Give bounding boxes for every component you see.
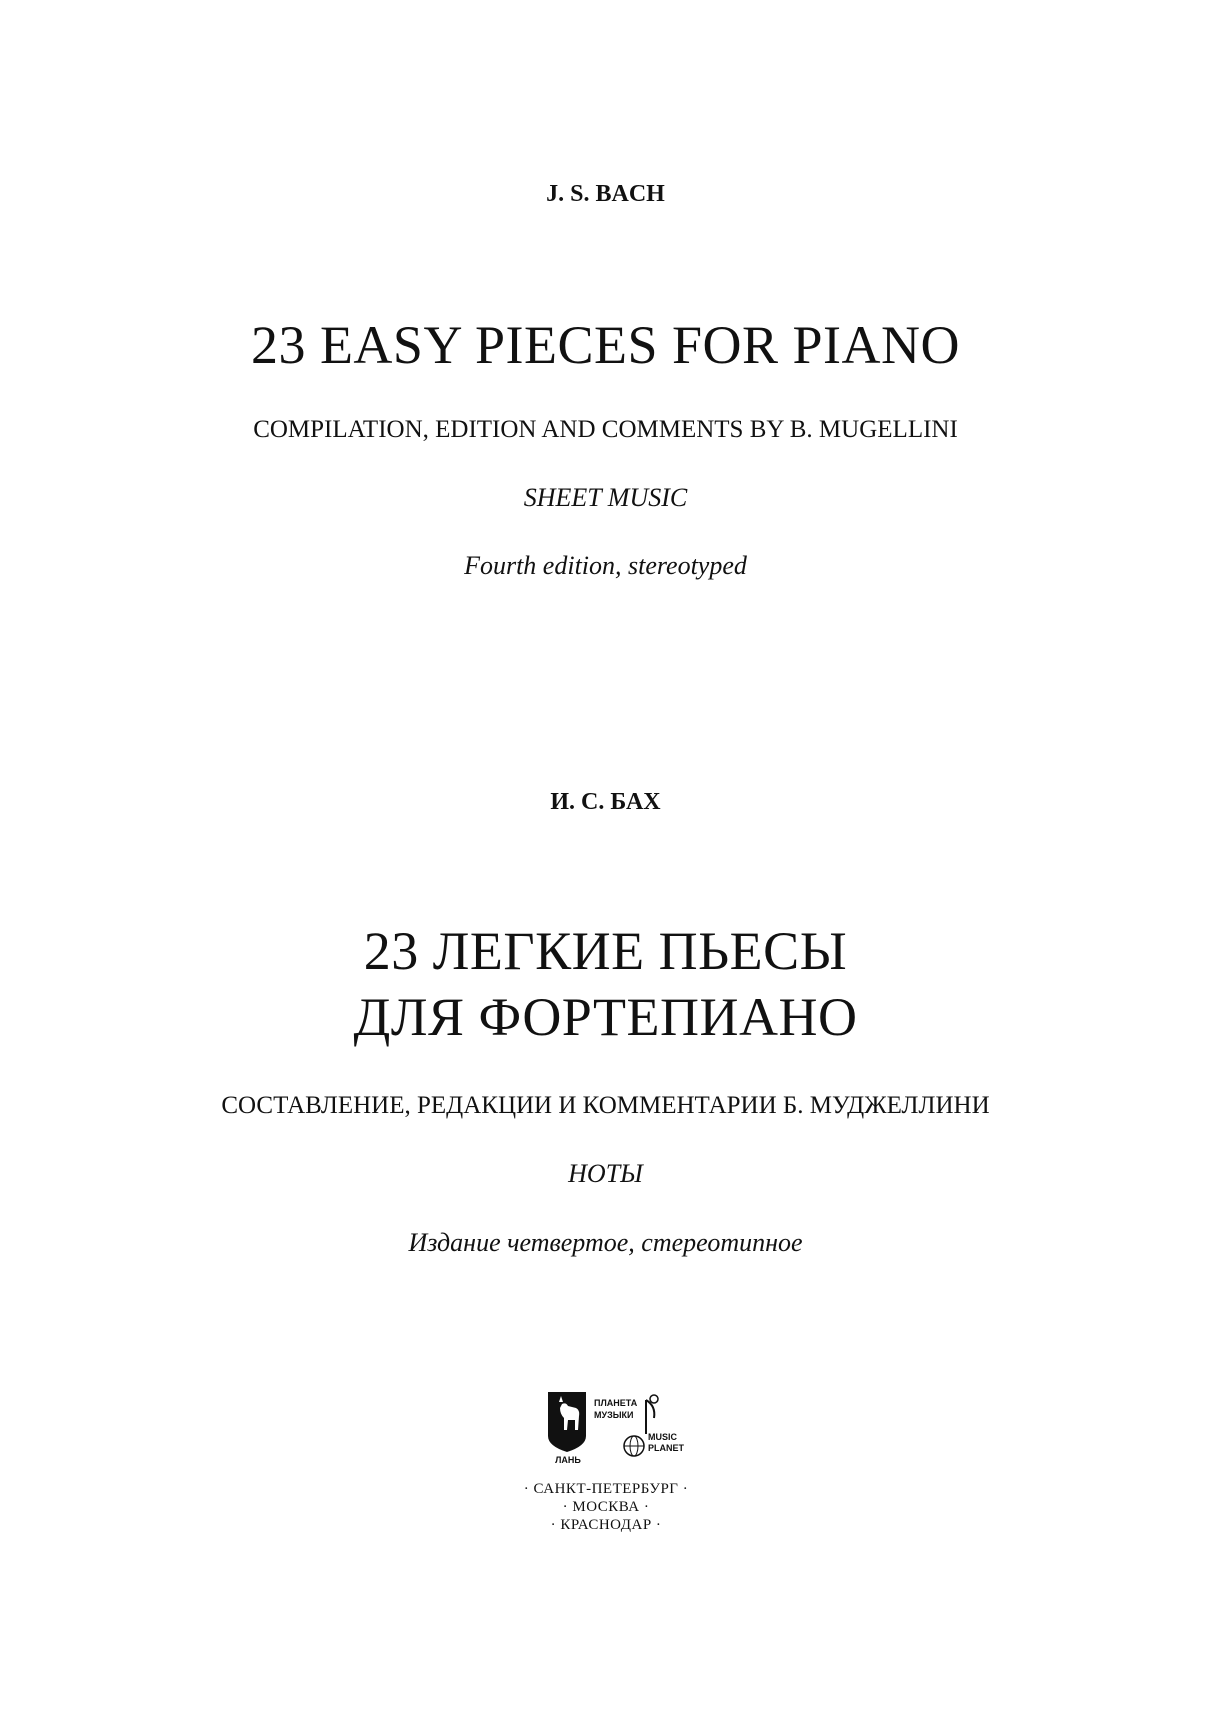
planet-of-music-logo <box>594 1394 684 1462</box>
planet-logo-ru-2: МУЗЫКИ <box>594 1410 634 1420</box>
planet-logo-en-1: MUSIC <box>648 1432 677 1442</box>
publisher-block <box>516 1390 696 1540</box>
publication-type-en: SHEET MUSIC <box>523 483 688 512</box>
title-ru-line1: 23 ЛЕГКИЕ ПЬЕСЫ <box>363 921 848 981</box>
lan-logo-text: ЛАНЬ <box>555 1455 581 1465</box>
edition-ru: Издание четвертое, стереотипное <box>408 1228 803 1257</box>
edition-en: Fourth edition, stereotyped <box>464 551 747 580</box>
compilation-ru: СОСТАВЛЕНИЕ, РЕДАКЦИИ И КОММЕНТАРИИ Б. МУДЖЕЛЛИНИ <box>221 1092 990 1119</box>
title-ru-line2: ДЛЯ ФОРТЕПИАНО <box>353 987 858 1047</box>
lan-logo <box>546 1390 590 1466</box>
author-ru: И. С. БАХ <box>550 789 661 815</box>
planet-logo-ru-1: ПЛАНЕТА <box>594 1398 638 1408</box>
city-saint-petersburg: · САНКТ-ПЕТЕРБУРГ · <box>523 1481 689 1497</box>
compilation-en: COMPILATION, EDITION AND COMMENTS BY B. MUGELLINI <box>253 416 958 443</box>
city-krasnodar: · КРАСНОДАР · <box>550 1517 662 1533</box>
city-moscow: · МОСКВА · <box>562 1499 650 1515</box>
publication-type-ru: НОТЫ <box>568 1159 643 1188</box>
title-en: 23 EASY PIECES FOR PIANO <box>250 315 961 375</box>
planet-logo-en-2: PLANET <box>648 1443 684 1453</box>
author-en: J. S. BACH <box>546 181 665 207</box>
